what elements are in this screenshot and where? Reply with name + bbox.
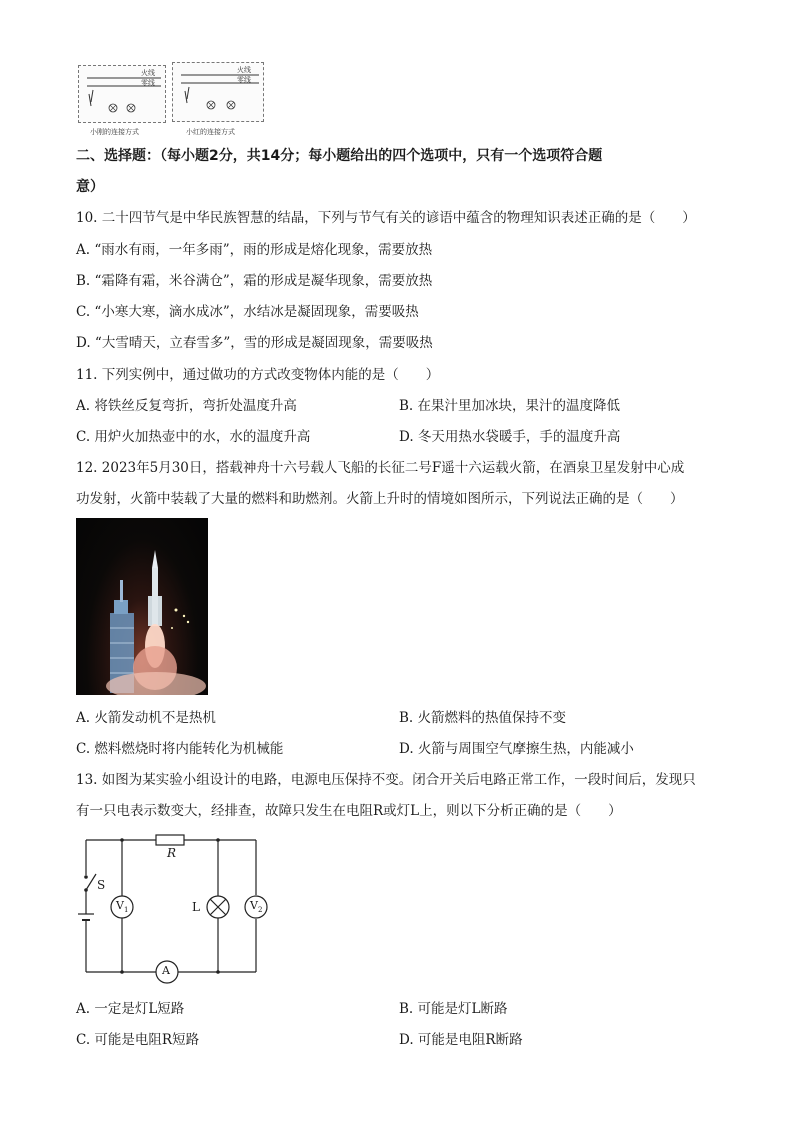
q12-option-b: B. 火箭燃料的热值保持不变 bbox=[399, 710, 567, 726]
ammeter-label: A bbox=[162, 964, 170, 977]
resistor-label: R bbox=[167, 846, 177, 860]
q13-option-a: A. 一定是灯L短路 bbox=[76, 1001, 185, 1017]
voltmeter-1-label: $V_1$ bbox=[116, 899, 129, 915]
section-title-cont: 意） bbox=[76, 179, 104, 195]
neutral-wire-label: 零线 bbox=[141, 79, 155, 87]
voltmeter-2-label: $V_2$ bbox=[250, 899, 263, 915]
switch-label: S bbox=[97, 878, 106, 892]
q12-stem-line1: 12. 2023年5月30日，搭载神舟十六号载人飞船的长征二号F遥十六运载火箭，在酒泉卫星发射中心成 bbox=[76, 460, 685, 476]
circuit-diagram bbox=[76, 830, 276, 990]
q11-option-c: C. 用炉火加热壶中的水，水的温度升高 bbox=[76, 429, 311, 445]
q13-option-c: C. 可能是电阻R短路 bbox=[76, 1032, 200, 1048]
q10-option-c: C. “小寒大寒，滴水成冰”，水结冰是凝固现象，需要吸热 bbox=[76, 304, 419, 320]
live-wire-label: 火线 bbox=[141, 69, 155, 77]
right-figure-caption: 小红的连接方式 bbox=[186, 128, 235, 136]
q13-stem-line2: 有一只电表示数变大，经排查，故障只发生在电阻R或灯L上，则以下分析正确的是（ ） bbox=[76, 803, 622, 819]
lamp-label: L bbox=[192, 900, 200, 914]
q11-option-a: A. 将铁丝反复弯折，弯折处温度升高 bbox=[76, 398, 297, 414]
q11-stem: 11. 下列实例中，通过做功的方式改变物体内能的是（ ） bbox=[76, 367, 440, 383]
q13-option-d: D. 可能是电阻R断路 bbox=[399, 1032, 523, 1048]
neutral-wire-label: 零线 bbox=[237, 76, 251, 84]
q10-option-a: A. “雨水有雨，一年多雨”，雨的形成是熔化现象，需要放热 bbox=[76, 242, 433, 258]
rocket-illustration bbox=[76, 518, 208, 695]
q12-option-c: C. 燃料燃烧时将内能转化为机械能 bbox=[76, 741, 284, 757]
wiring-figure-left bbox=[78, 65, 166, 123]
q12-option-a: A. 火箭发动机不是热机 bbox=[76, 710, 216, 726]
q12-option-d: D. 火箭与周围空气摩擦生热，内能减小 bbox=[399, 741, 634, 757]
q10-option-d: D. “大雪晴天，立春雪多”，雪的形成是凝固现象，需要吸热 bbox=[76, 335, 433, 351]
section-title: 二、选择题：（每小题2分，共14分；每小题给出的四个选项中，只有一个选项符合题 bbox=[76, 148, 603, 164]
left-figure-caption: 小刚的连接方式 bbox=[90, 128, 139, 136]
q12-stem-line2: 功发射，火箭中装载了大量的燃料和助燃剂。火箭上升时的情境如图所示，下列说法正确的是（ ） bbox=[76, 491, 684, 507]
q13-option-b: B. 可能是灯L断路 bbox=[399, 1001, 508, 1017]
q10-option-b: B. “霜降有霜，米谷满仓”，霜的形成是凝华现象，需要放热 bbox=[76, 273, 433, 289]
q11-option-d: D. 冬天用热水袋暖手，手的温度升高 bbox=[399, 429, 621, 445]
wiring-figure-right bbox=[172, 62, 264, 122]
live-wire-label: 火线 bbox=[237, 66, 251, 74]
q10-stem: 10. 二十四节气是中华民族智慧的结晶，下列与节气有关的谚语中蕴含的物理知识表述正确的是（ ） bbox=[76, 210, 696, 226]
rocket-launch-photo bbox=[76, 518, 208, 695]
q13-stem-line1: 13. 如图为某实验小组设计的电路，电源电压保持不变。闭合开关后电路正常工作，一段时间后，发现只 bbox=[76, 772, 696, 788]
q11-option-b: B. 在果汁里加冰块，果汁的温度降低 bbox=[399, 398, 621, 414]
